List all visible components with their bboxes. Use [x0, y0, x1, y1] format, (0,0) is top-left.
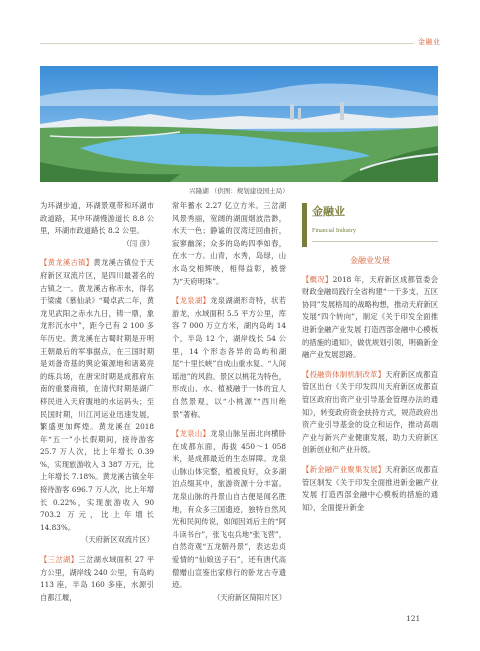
entry-text: 天府新区成都直管区出台《关于印发四川天府新区成都直管区政府出资产业引导基金管理办法的通知》，转变政府资金扶持方式，规范政府出资产业引导基金的设立和运作，推动高端产业与新兴产业健康发展，助力天府新区创新创业和产业升级。 [302, 369, 439, 455]
lake-panorama-image [40, 66, 438, 182]
text-column-1 [40, 200, 154, 604]
entry-keyword: 【龙泉山】 [172, 429, 211, 439]
title-rule [312, 241, 438, 242]
text-column-2 [172, 200, 286, 604]
paragraph: 常年蓄水 2.27 亿立方米。三岔湖风景秀丽，宽阔的湖面烟波浩渺，水天一色；静谧的汊湾迂回曲折，寂寥幽深；众多的岛屿四季如春，在水一方。山青，水秀，岛绿，山水岛交相辉映，相得益彰，被誉为“天府明珠”。 [172, 201, 286, 286]
source-note: （闫 彦） [122, 238, 154, 248]
lake-photo [40, 66, 438, 182]
subsection-heading: 金融业发展 [350, 256, 390, 265]
section-title-box [302, 203, 438, 247]
entry-keyword: 【龙泉湖】 [172, 296, 211, 306]
entry-keyword: 【投融资体制机制改革】 [302, 369, 386, 379]
photo-caption: 兴隆湖 （供图：规划建设国土局） [189, 187, 289, 195]
paragraph: 为环湖步道，环湖景观带和环湖市政道路，其中环湖慢游道长 8.8 公里，环湖市政道路长 8.2 公里。 [40, 201, 154, 236]
entry-keyword: 【概况】 [302, 274, 333, 284]
section-title: 金融业 [312, 205, 345, 218]
entry-text: 天府新区成都直管区制发《关于印发全面推进新金融产业发展 打造西部金融中心模板的措施的通知》，全面提升新金 [302, 464, 439, 512]
entry-text: 龙泉山脉呈南北向横卧在成都东面，海拔 450～1 058 米，是成都最近的生态屏障。龙泉山脉山体完整，植被良好，众多湖泊点缀其中，旅游资源十分丰富。龙泉山脉的丹景山自古便是闻名胜地，有众多三国遗迹，独特自然风光和民间传说，如闻因刘后主的“阿斗读书台”，张飞屯兵地“张飞营”，自然奇观“五龙朝丹景”，表达忠贞爱情的“仙娘送子石”，还有唐代高僧赠山宣鉴出家修行的卧龙古寺遗迹。 [172, 429, 287, 590]
paragraph-new-finance [302, 464, 438, 514]
paragraph-sanchahu [40, 554, 154, 604]
title-bar-accent [302, 203, 307, 247]
text-column-3 [302, 200, 438, 514]
source-note: （天府新区简阳片区） [213, 592, 286, 602]
section-subtitle: Financial Industry [312, 228, 356, 234]
entry-text: 三岔湖水域面积 27 平方公里，湖岸线 240 公里，有岛屿 113 座，半岛 160 多座，水源引自都江堰， [40, 555, 154, 602]
page-number: 121 [406, 614, 421, 623]
paragraph-overview [302, 274, 438, 362]
entry-text: 黄龙溪古镇位于天府新区双流片区，是四川最著名的古镇之一。黄龙溪古称赤水，得名于梁虞《慕仙录》“蜀卓武二年，黄龙见武阳之赤水九日，铸一鼎，象龙形沉水中”，距今已有 2 100 多年历史。黄龙溪在古蜀时期是开明王朝最后的军事据点，在三国时期是刘备奇基的舆论策源地和诸葛亮的练兵场，在唐宋时期是成都府东南的重要商镇，在清代时期是湖广移民进入天府腹地的水运码头；至民国时期，川江河运业迅速发展，繁盛更加辉煌。黄龙溪在 2018 年“五一”小长假期间，接待游客 25.7 万人次，比上年增长 0.39 %，实现旅游收入 3 387 万元，比上年增长 7.18%。黄龙溪古镇全年接待游客 696.7 万人次，比上年增长 0.22%，实现旅游收入 90 703.2 万元，比上年增长 14.83%。 [40, 258, 155, 532]
paragraph-longquanshan [172, 428, 286, 592]
paragraph-investment-reform [302, 369, 438, 457]
header-rule [40, 43, 414, 44]
entry-keyword: 【黄龙溪古镇】 [40, 258, 94, 268]
entry-keyword: 【新金融产业聚集发展】 [302, 464, 386, 474]
paragraph-huanglongxi [40, 257, 154, 534]
source-note: （天府新区双流片区） [81, 535, 154, 545]
paragraph-longquanhu [172, 295, 286, 421]
header-section-tag: 金融业 [418, 38, 441, 46]
entry-text: 龙泉湖湖形奇特，状若游龙，水域面积 5.5 平方公里，库容 7 000 万立方米，湖内岛屿 14 个，半岛 12 个，湖岸线长 54 公里，14 个形态各异的岛屿和湖尾“十里长峡”自成山重水复、“人间瑶池”的风韵。景区以桃花为特色，形成山、水、植被融于一体的宜人自然景观，以“小桃源”“西川绝景”著称。 [172, 296, 287, 419]
entry-keyword: 【三岔湖】 [40, 555, 79, 565]
entry-text: 2018 年，天府新区成都管委会财政金融局践行全省构建“一干多支、五区协同”发展格局的战略构想，推动天府新区发展“四个转向”，制定《关于印发全面推进新金融产业发展 打造西部金融中心模板的措施的通知》，做优规划引领，明确新金融产业发展思路。 [302, 274, 439, 360]
